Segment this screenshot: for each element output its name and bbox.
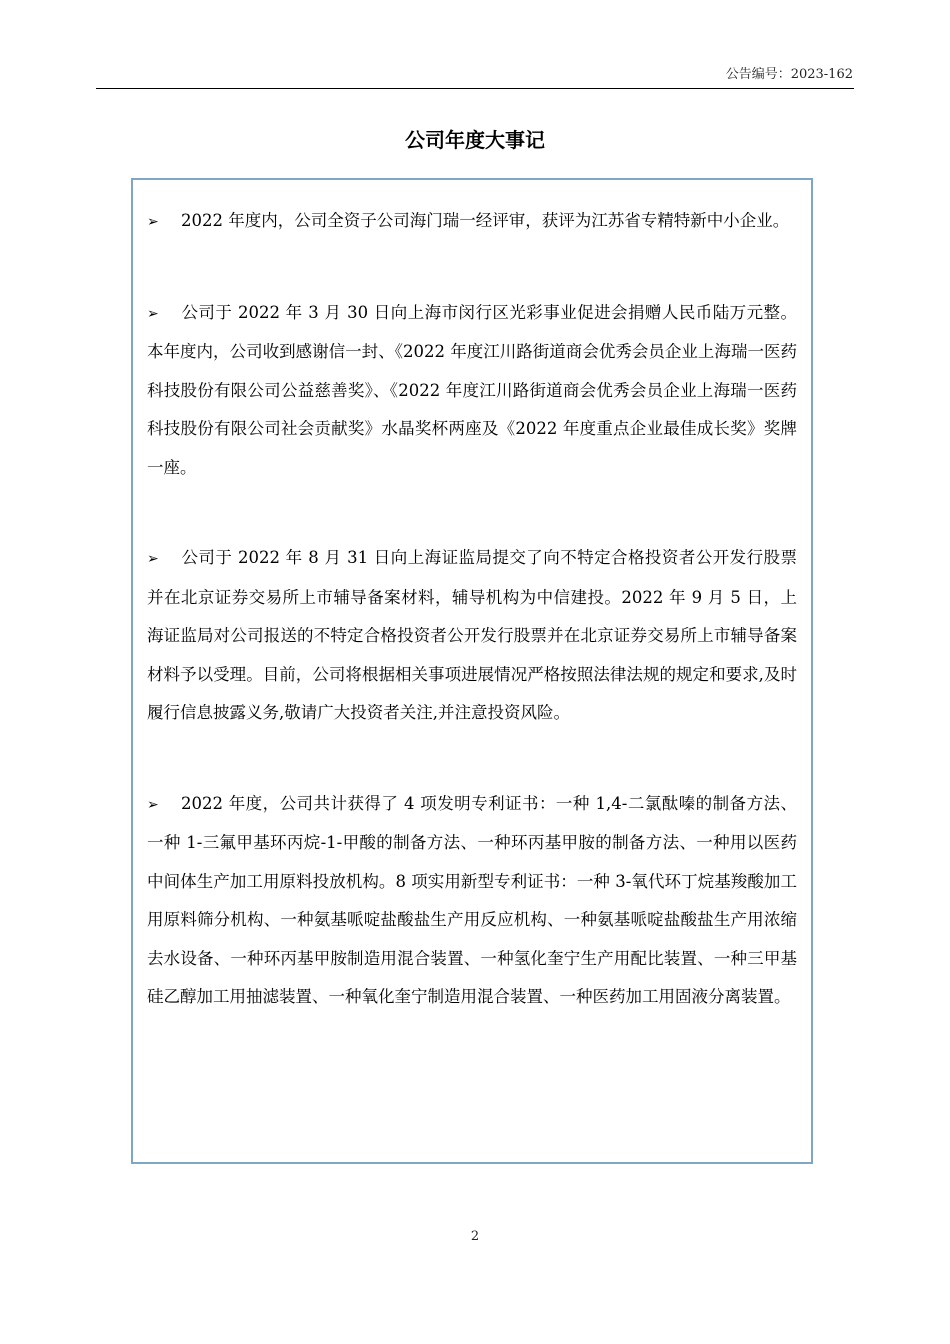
arrow-bullet-icon: ➢ bbox=[147, 214, 159, 230]
event-text: 公司于 2022 年 3 月 30 日向上海市闵行区光彩事业促进会捐赠人民币陆万元整。本年度内，公司收到感谢信一封、《2022 年度江川路街道商会优秀会员企业上海瑞一医药科技股份有限公司公益慈善奖》、《2022 年度江川路街道商会优秀会员企业上海瑞一医药科技股份有限公司社会贡献奖》水晶奖杯两座及《2022 年度重点企业最佳成长奖》奖牌一座。 bbox=[147, 302, 797, 477]
page-title: 公司年度大事记 bbox=[405, 128, 545, 152]
event-text: 公司于 2022 年 8 月 31 日向上海证监局提交了向不特定合格投资者公开发行股票并在北京证券交易所上市辅导备案材料，辅导机构为中信建投。2022 年 9 月 5 日，上海证监局对公司报送的不特定合格投资者公开发行股票并在北京证券交易所上市辅导备案材料予以受理。目前，公司将根据相关事项进展情况严格按照法律法规的规定和要求,及时履行信息披露义务,敬请广大投资者关注,并注意投资风险。 bbox=[147, 548, 797, 722]
event-item bbox=[147, 539, 797, 733]
events-box bbox=[131, 178, 813, 1164]
arrow-bullet-icon: ➢ bbox=[147, 305, 159, 322]
arrow-bullet-icon: ➢ bbox=[147, 796, 159, 813]
event-item bbox=[147, 202, 797, 242]
header-divider bbox=[96, 88, 854, 89]
event-item bbox=[147, 294, 797, 488]
page-number: 2 bbox=[470, 1229, 480, 1244]
announcement-number: 公告编号：2023-162 bbox=[725, 67, 853, 82]
event-text: 2022 年度内，公司全资子公司海门瑞一经评审，获评为江苏省专精特新中小企业。 bbox=[181, 211, 790, 230]
event-text: 2022 年度，公司共计获得了 4 项发明专利证书：一种 1,4-二氯酞嗪的制备方法、一种 1-三氟甲基环丙烷-1-甲酸的制备方法、一种环丙基甲胺的制备方法、一种用以医药中间体生产加工用原料投放机构。8 项实用新型专利证书：一种 3-氧代环丁烷基羧酸加工用原料筛分机构、一种氨基哌啶盐酸盐生产用反应机构、一种氨基哌啶盐酸盐生产用浓缩去水设备、一种环丙基甲胺制造用混合装置、一种氢化奎宁生产用配比装置、一种三甲基硅乙醇加工用抽滤装置、一种氧化奎宁制造用混合装置、一种医药加工用固液分离装置。 bbox=[147, 793, 797, 1006]
arrow-bullet-icon: ➢ bbox=[147, 551, 159, 567]
event-item bbox=[147, 785, 797, 1017]
